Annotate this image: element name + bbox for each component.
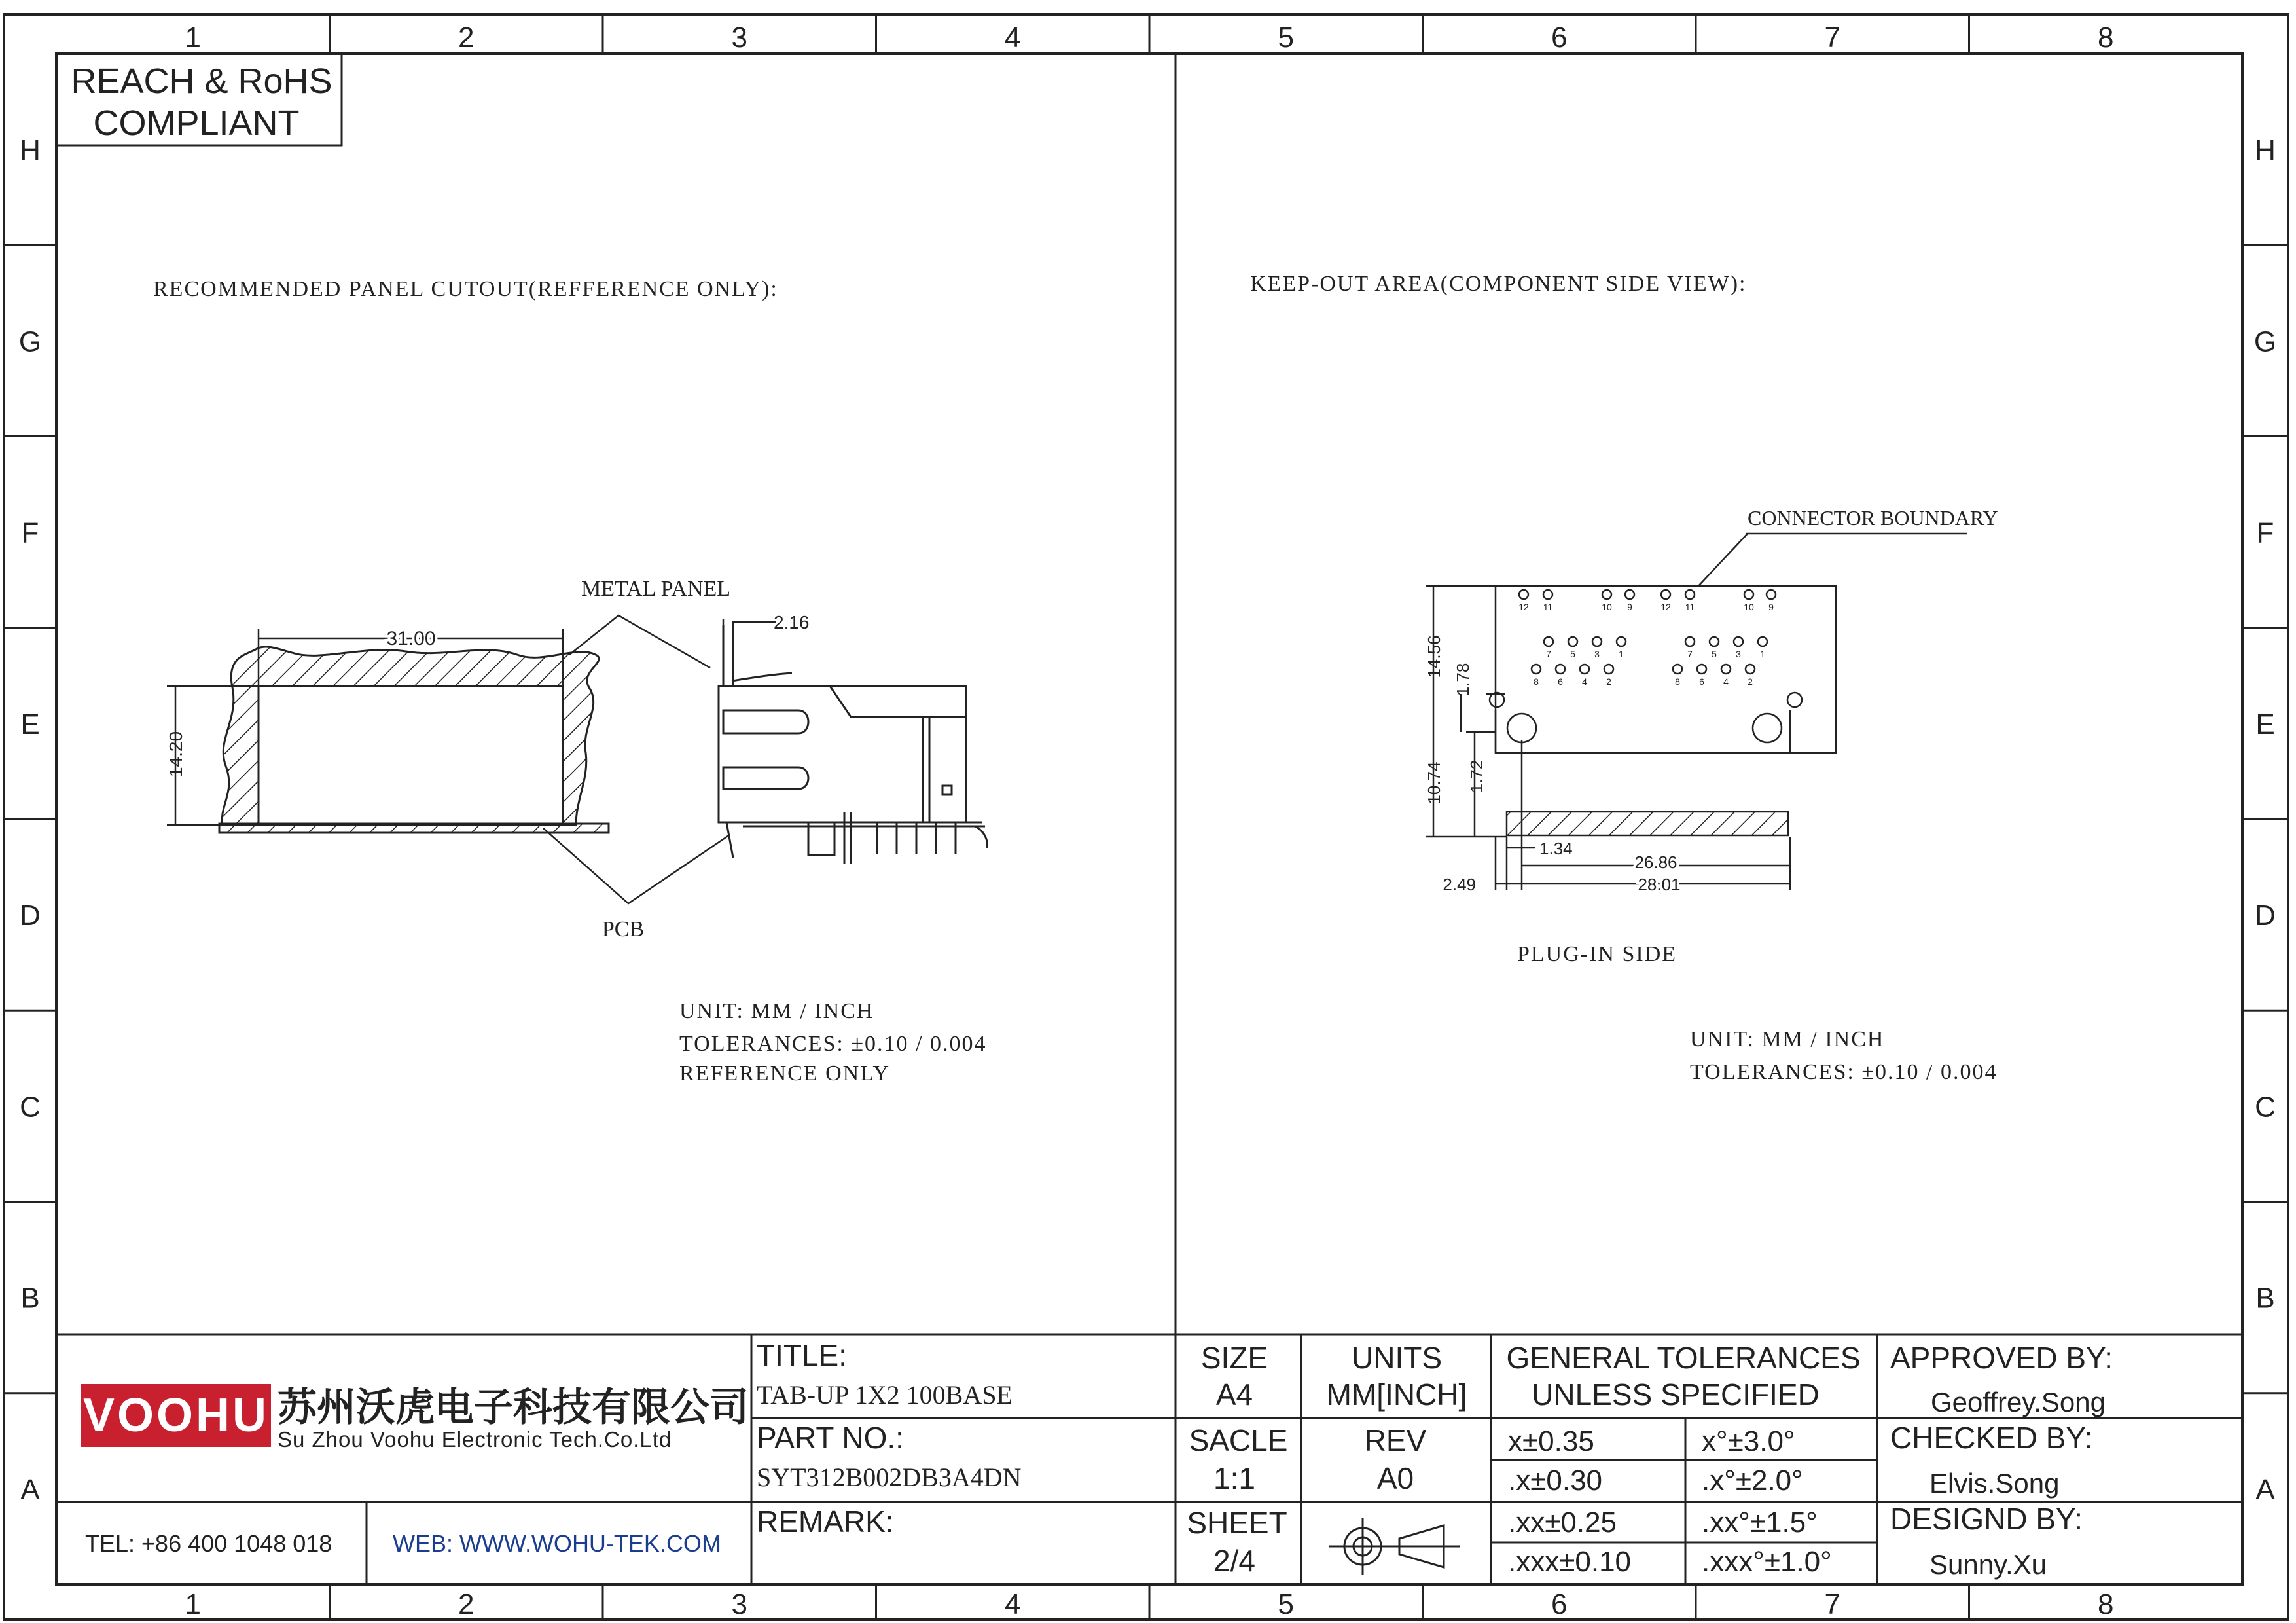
pin-label: 1 [1619, 649, 1624, 659]
pin-label: 4 [1582, 676, 1587, 687]
pin-label: 9 [1768, 602, 1774, 612]
tol-linear: .xxx±0.10 [1508, 1546, 1632, 1578]
pcb-label: PCB [601, 917, 645, 941]
pin-label: 10 [1602, 602, 1612, 612]
pin-hole [1710, 637, 1719, 646]
pin-label: 12 [1660, 602, 1671, 612]
pin-hole [1602, 590, 1611, 599]
pin-label: 2 [1748, 676, 1753, 687]
pin-label: 10 [1744, 602, 1754, 612]
pin-label: 3 [1736, 649, 1741, 659]
dim-249: 2.49 [1443, 875, 1476, 894]
dim-31-text: 31.00 [386, 628, 436, 649]
title-label: TITLE: [757, 1338, 848, 1372]
boundary-leader [1698, 534, 1748, 586]
scale-label: SACLE [1189, 1423, 1288, 1457]
company-en: Su Zhou Voohu Electronic Tech.Co.Ltd [278, 1427, 672, 1451]
column-label: 3 [731, 1588, 747, 1620]
pin-label: 5 [1712, 649, 1717, 659]
projection-symbol-icon [1329, 1518, 1460, 1575]
pin-label: 6 [1558, 676, 1563, 687]
dim-216-text: 2.16 [774, 612, 810, 632]
pin-hole [1592, 637, 1602, 646]
approved-label: APPROVED BY: [1890, 1341, 2113, 1375]
row-label: H [20, 134, 41, 167]
pin-label: 1 [1760, 649, 1765, 659]
row-label: F [21, 517, 39, 549]
pin-hole [1625, 590, 1634, 599]
pin-hole [1685, 637, 1695, 646]
size-label: SIZE [1200, 1341, 1268, 1375]
dim-134: 1.34 [1539, 839, 1573, 858]
pin-hole [1758, 637, 1767, 646]
column-label: 5 [1278, 1588, 1294, 1620]
column-label: 7 [1824, 22, 1840, 54]
pin-hole [1673, 665, 1682, 674]
column-label: 1 [185, 22, 201, 54]
tol-title-1: GENERAL TOLERANCES [1506, 1341, 1861, 1375]
dim-1074: 10.74 [1424, 761, 1444, 805]
column-label: 8 [2098, 22, 2114, 54]
panel-cutout [219, 644, 609, 833]
dim-2686: 26.86 [1634, 852, 1677, 872]
part-value: SYT312B002DB3A4DN [757, 1463, 1022, 1492]
pin-label: 3 [1594, 649, 1600, 659]
dim-1420-text: 14.20 [166, 731, 186, 778]
pin-hole [1580, 665, 1589, 674]
pin-hole [1544, 637, 1553, 646]
approved-value: Geoffrey.Song [1931, 1387, 2106, 1417]
remark-label: REMARK: [757, 1504, 894, 1539]
checked-value: Elvis.Song [1929, 1468, 2060, 1499]
row-label: B [20, 1282, 40, 1315]
plug-in-label: PLUG-IN SIDE [1517, 942, 1677, 966]
rev-label: REV [1364, 1423, 1427, 1457]
pin-hole [1556, 665, 1565, 674]
designed-value: Sunny.Xu [1929, 1549, 2047, 1580]
connector-side-view [719, 625, 987, 864]
row-label: F [2256, 517, 2274, 549]
pin-hole [1734, 637, 1743, 646]
row-label: G [18, 325, 42, 358]
row-label: E [2255, 708, 2275, 740]
pin-hole [1568, 637, 1577, 646]
pin-hole [1661, 590, 1670, 599]
tol-linear: .x±0.30 [1508, 1465, 1603, 1497]
size-value: A4 [1215, 1377, 1253, 1412]
pin-hole [1744, 590, 1753, 599]
pin-label: 4 [1723, 676, 1729, 687]
dim-1456: 14.56 [1424, 635, 1444, 678]
pin-hole [1721, 665, 1731, 674]
tol-angular: .xxx°±1.0° [1702, 1546, 1832, 1578]
pin-label: 12 [1518, 602, 1529, 612]
column-label: 3 [731, 22, 747, 54]
pin-hole [1697, 665, 1706, 674]
column-label: 2 [458, 22, 475, 54]
boundary-label: CONNECTOR BOUNDARY [1748, 506, 1998, 530]
part-label: PART NO.: [757, 1421, 904, 1455]
row-label: A [20, 1473, 40, 1506]
left-heading: RECOMMENDED PANEL CUTOUT(REFFERENCE ONLY): [153, 277, 778, 301]
tol-angular: .xx°±1.5° [1702, 1506, 1818, 1539]
pin-hole [1685, 590, 1695, 599]
pin-hole [1519, 590, 1528, 599]
column-label: 4 [1005, 1588, 1021, 1620]
row-label: E [20, 708, 40, 740]
row-label: G [2253, 325, 2277, 358]
dim-172: 1.72 [1467, 759, 1486, 793]
row-label: C [20, 1091, 41, 1123]
pin-label: 8 [1675, 676, 1680, 687]
pin-hole [1604, 665, 1613, 674]
pin-label: 2 [1606, 676, 1611, 687]
tol-linear: x±0.35 [1508, 1425, 1594, 1457]
compliance-line2: COMPLIANT [93, 103, 300, 143]
tel: TEL: +86 400 1048 018 [85, 1530, 332, 1557]
pin-hole [1617, 637, 1626, 646]
column-label: 4 [1005, 22, 1021, 54]
column-label: 2 [458, 1588, 475, 1620]
compliance-line1: REACH & RoHS [71, 62, 332, 101]
metal-panel-label: METAL PANEL [581, 577, 731, 601]
pin-label: 11 [1543, 602, 1553, 612]
pin-label: 11 [1685, 602, 1695, 612]
column-label: 5 [1278, 22, 1294, 54]
designed-label: DESIGND BY: [1890, 1502, 2083, 1536]
pin-label: 9 [1627, 602, 1632, 612]
pin-label: 7 [1687, 649, 1693, 659]
row-label: C [2255, 1091, 2276, 1123]
dim-2801: 28.01 [1638, 875, 1681, 894]
pin-hole [1532, 665, 1541, 674]
checked-label: CHECKED BY: [1890, 1421, 2093, 1455]
units-value: MM[INCH] [1326, 1377, 1467, 1412]
title-value: TAB-UP 1X2 100BASE [757, 1380, 1013, 1410]
row-label: D [20, 900, 41, 932]
tol-linear: .xx±0.25 [1508, 1506, 1617, 1539]
keep-out-area [1426, 586, 1836, 890]
units-label: UNITS [1352, 1341, 1442, 1375]
pin-hole [1767, 590, 1776, 599]
sheet-label: SHEET [1187, 1506, 1287, 1540]
pin-label: 7 [1546, 649, 1551, 659]
pin-hole [1543, 590, 1552, 599]
row-label: H [2255, 134, 2276, 167]
tol-angular: .x°±2.0° [1702, 1465, 1803, 1497]
row-label: B [2255, 1282, 2275, 1315]
column-label: 6 [1551, 22, 1568, 54]
column-label: 1 [185, 1588, 201, 1620]
pin-label: 6 [1699, 676, 1704, 687]
tol-angular: x°±3.0° [1702, 1425, 1795, 1457]
pin-array [1518, 590, 1776, 687]
logo-text: VOOHU [82, 1389, 270, 1442]
row-label: D [2255, 900, 2276, 932]
dim-216 [723, 619, 776, 642]
dim-178: 1.78 [1453, 663, 1473, 697]
pin-label: 5 [1570, 649, 1575, 659]
scale-value: 1:1 [1213, 1461, 1255, 1495]
pin-label: 8 [1534, 676, 1539, 687]
column-label: 6 [1551, 1588, 1568, 1620]
sheet-value: 2/4 [1213, 1544, 1255, 1578]
right-note-1: UNIT: MM / INCH [1690, 1027, 1885, 1051]
column-label: 7 [1824, 1588, 1840, 1620]
pin-hole [1746, 665, 1755, 674]
row-label: A [2255, 1473, 2275, 1506]
tol-title-2: UNLESS SPECIFIED [1532, 1377, 1820, 1412]
column-label: 8 [2098, 1588, 2114, 1620]
right-heading: KEEP-OUT AREA(COMPONENT SIDE VIEW): [1250, 272, 1747, 296]
rev-value: A0 [1376, 1461, 1414, 1495]
left-note-2: TOLERANCES: ±0.10 / 0.004 [679, 1032, 987, 1056]
right-note-2: TOLERANCES: ±0.10 / 0.004 [1690, 1060, 1998, 1084]
web: WEB: WWW.WOHU-TEK.COM [393, 1530, 721, 1557]
company-cn: 苏州沃虎电子科技有限公司 [278, 1385, 749, 1429]
left-note-3: REFERENCE ONLY [679, 1061, 891, 1085]
left-note-1: UNIT: MM / INCH [679, 999, 874, 1023]
